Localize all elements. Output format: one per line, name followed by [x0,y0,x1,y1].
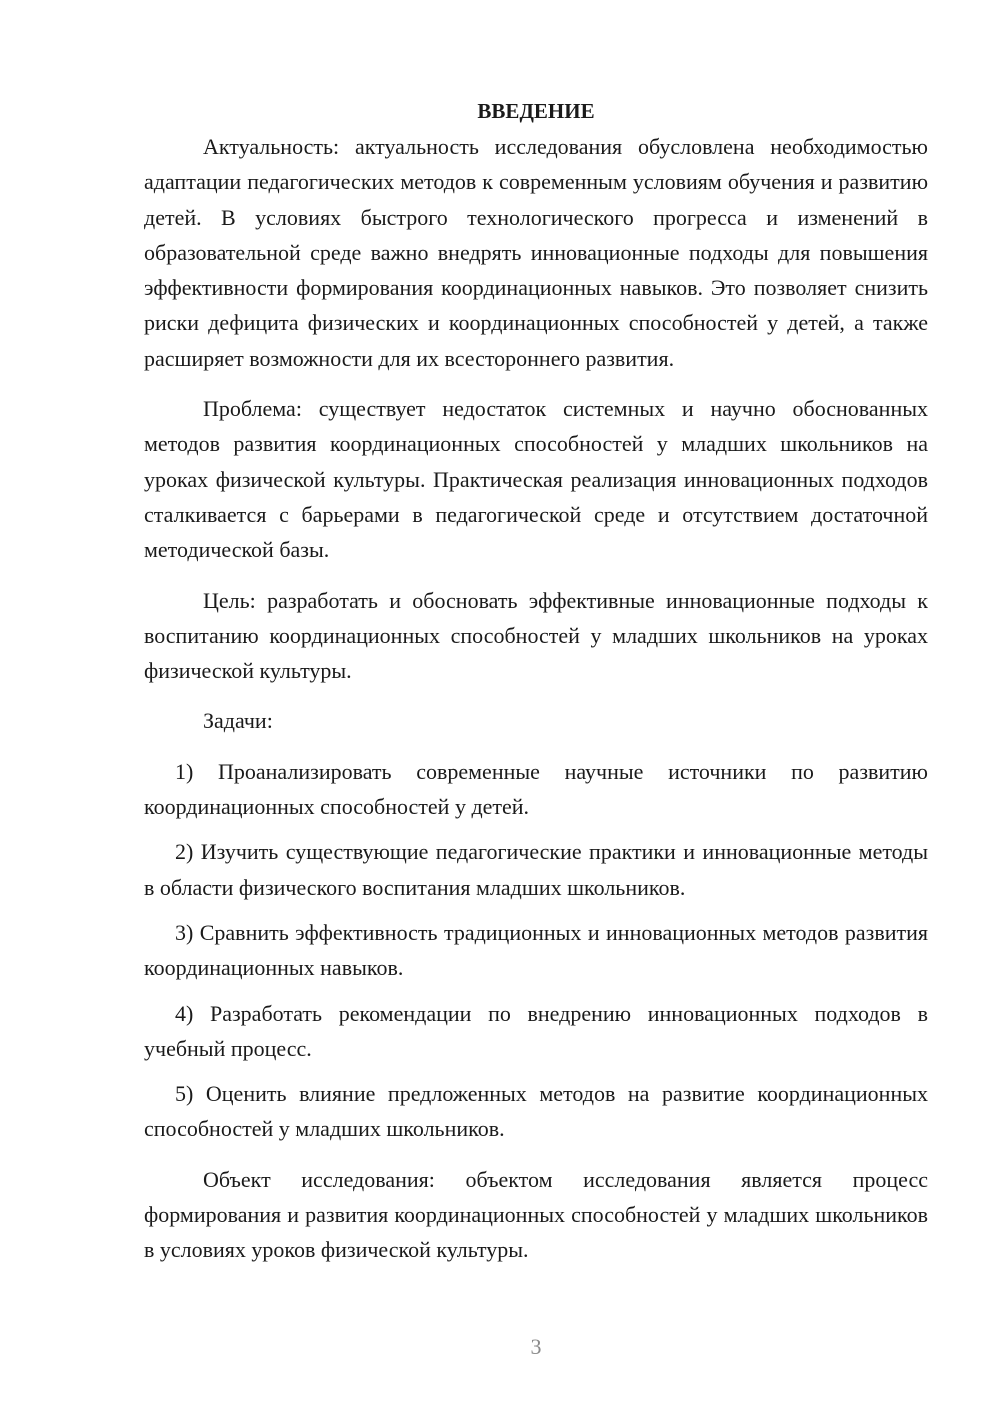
tasks-heading: Задачи: [203,708,273,734]
task-item-1: 1) Проанализировать современные научные источники по развитию координационных способностей у детей. [144,758,928,820]
page-content [144,94,928,1283]
relevance-paragraph: Актуальность: актуальность исследования обусловлена необходимостью адаптации педагогических методов к современным условиям обучения и развитию детей. В условиях быстрого технологического прогресса и изменений в образовательной среде важно внедрять инновационные подходы для повышения эффективности формирования координационных навыков. Это позволяет снизить риски дефицита физических и координационных способностей у детей, а также расширяет возможности для их всестороннего развития. [144,134,928,371]
section-title: ВВЕДЕНИЕ [477,99,595,123]
task-item-4: 4) Разработать рекомендации по внедрению инновационных подходов в учебный процесс. [144,1000,928,1061]
goal-paragraph: Цель: разработать и обосновать эффективные инновационные подходы к воспитанию координационных способностей у младших школьников на уроках физической культуры. [144,587,928,684]
page-number: 3 [530,1334,542,1359]
object-paragraph: Объект исследования: объектом исследования является процесс формирования и развития координационных способностей у младших школьников в условиях уроков физической культуры. [144,1166,928,1263]
problem-paragraph: Проблема: существует недостаток системных и научно обоснованных методов развития координационных способностей у младших школьников на уроках физической культуры. Практическая реализация инновационных подходов сталкивается с барьерами в педагогической среде и отсутствием достаточной методической базы. [144,396,928,563]
task-item-3: 3) Сравнить эффективность традиционных и инновационных методов развития координационных навыков. [144,919,928,981]
task-item-5: 5) Оценить влияние предложенных методов на развитие координационных способностей у младших школьников. [144,1081,928,1142]
task-item-2: 2) Изучить существующие педагогические практики и инновационные методы в области физического воспитания младших школьников. [144,839,928,900]
